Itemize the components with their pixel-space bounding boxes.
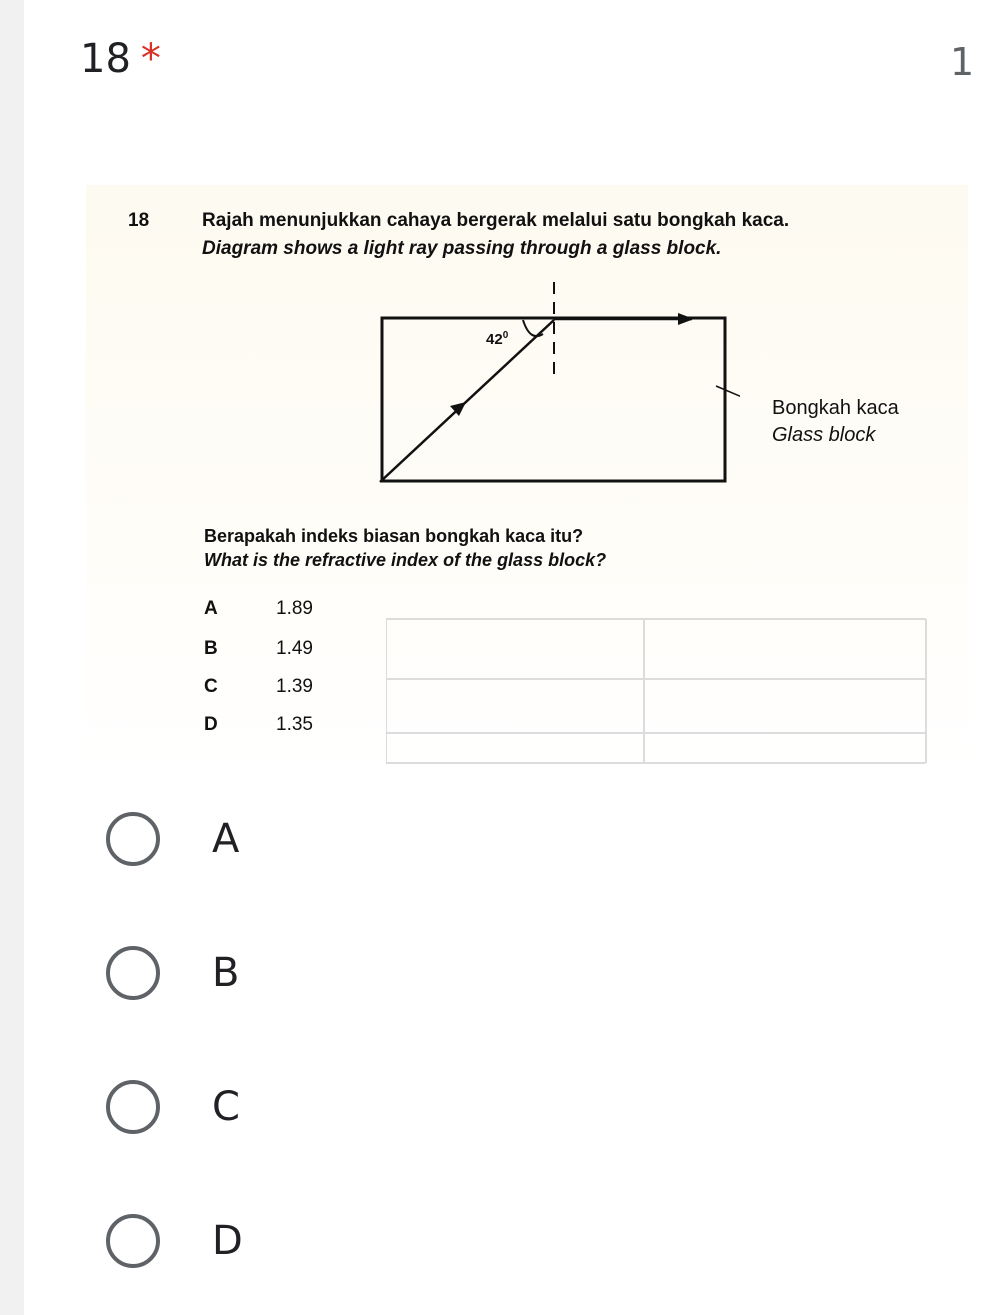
scan-option-letter: A <box>204 598 218 619</box>
glass-block-diagram <box>340 270 740 510</box>
scan-option-d <box>204 714 313 736</box>
angle-unit: 0 <box>502 330 509 341</box>
choice-label[interactable]: A <box>212 816 240 862</box>
radio-button[interactable] <box>106 812 160 866</box>
points-value: 1 <box>950 40 975 84</box>
angle-value: 42 <box>486 331 503 348</box>
scan-option-b <box>204 638 313 660</box>
required-asterisk: * <box>140 36 161 82</box>
radio-button[interactable] <box>106 1214 160 1268</box>
angle-label <box>486 330 508 348</box>
question-number: 18 <box>80 36 131 82</box>
incident-ray <box>380 320 554 482</box>
scan-option-value: 1.35 <box>276 714 313 735</box>
scan-question-number: 18 <box>128 210 150 231</box>
scan-option-value: 1.49 <box>276 638 313 659</box>
scan-option-a <box>204 598 313 620</box>
scan-option-letter: C <box>204 676 218 697</box>
emergent-arrowhead <box>678 313 694 325</box>
question-header <box>80 36 161 82</box>
choice-label[interactable]: B <box>212 950 240 996</box>
scan-option-value: 1.39 <box>276 676 313 697</box>
block-label-english: Glass block <box>772 424 876 446</box>
stem-malay: Rajah menunjukkan cahaya bergerak melalui satu bongkah kaca. <box>202 210 790 231</box>
block-label-malay: Bongkah kaca <box>772 397 899 419</box>
choice-label[interactable]: D <box>212 1218 243 1264</box>
ask-english: What is the refractive index of the glass block? <box>204 550 607 570</box>
scan-option-letter: D <box>204 714 218 735</box>
bleed-through-table <box>386 617 986 767</box>
stem-english: Diagram shows a light ray passing through a glass block. <box>202 238 722 259</box>
radio-button[interactable] <box>106 1080 160 1134</box>
radio-button[interactable] <box>106 946 160 1000</box>
scan-option-value: 1.89 <box>276 598 313 619</box>
label-pointer <box>716 386 740 408</box>
scan-option-letter: B <box>204 638 218 659</box>
ask-malay: Berapakah indeks biasan bongkah kaca itu? <box>204 526 584 546</box>
choice-label[interactable]: C <box>212 1084 240 1130</box>
scan-option-c <box>204 676 313 698</box>
